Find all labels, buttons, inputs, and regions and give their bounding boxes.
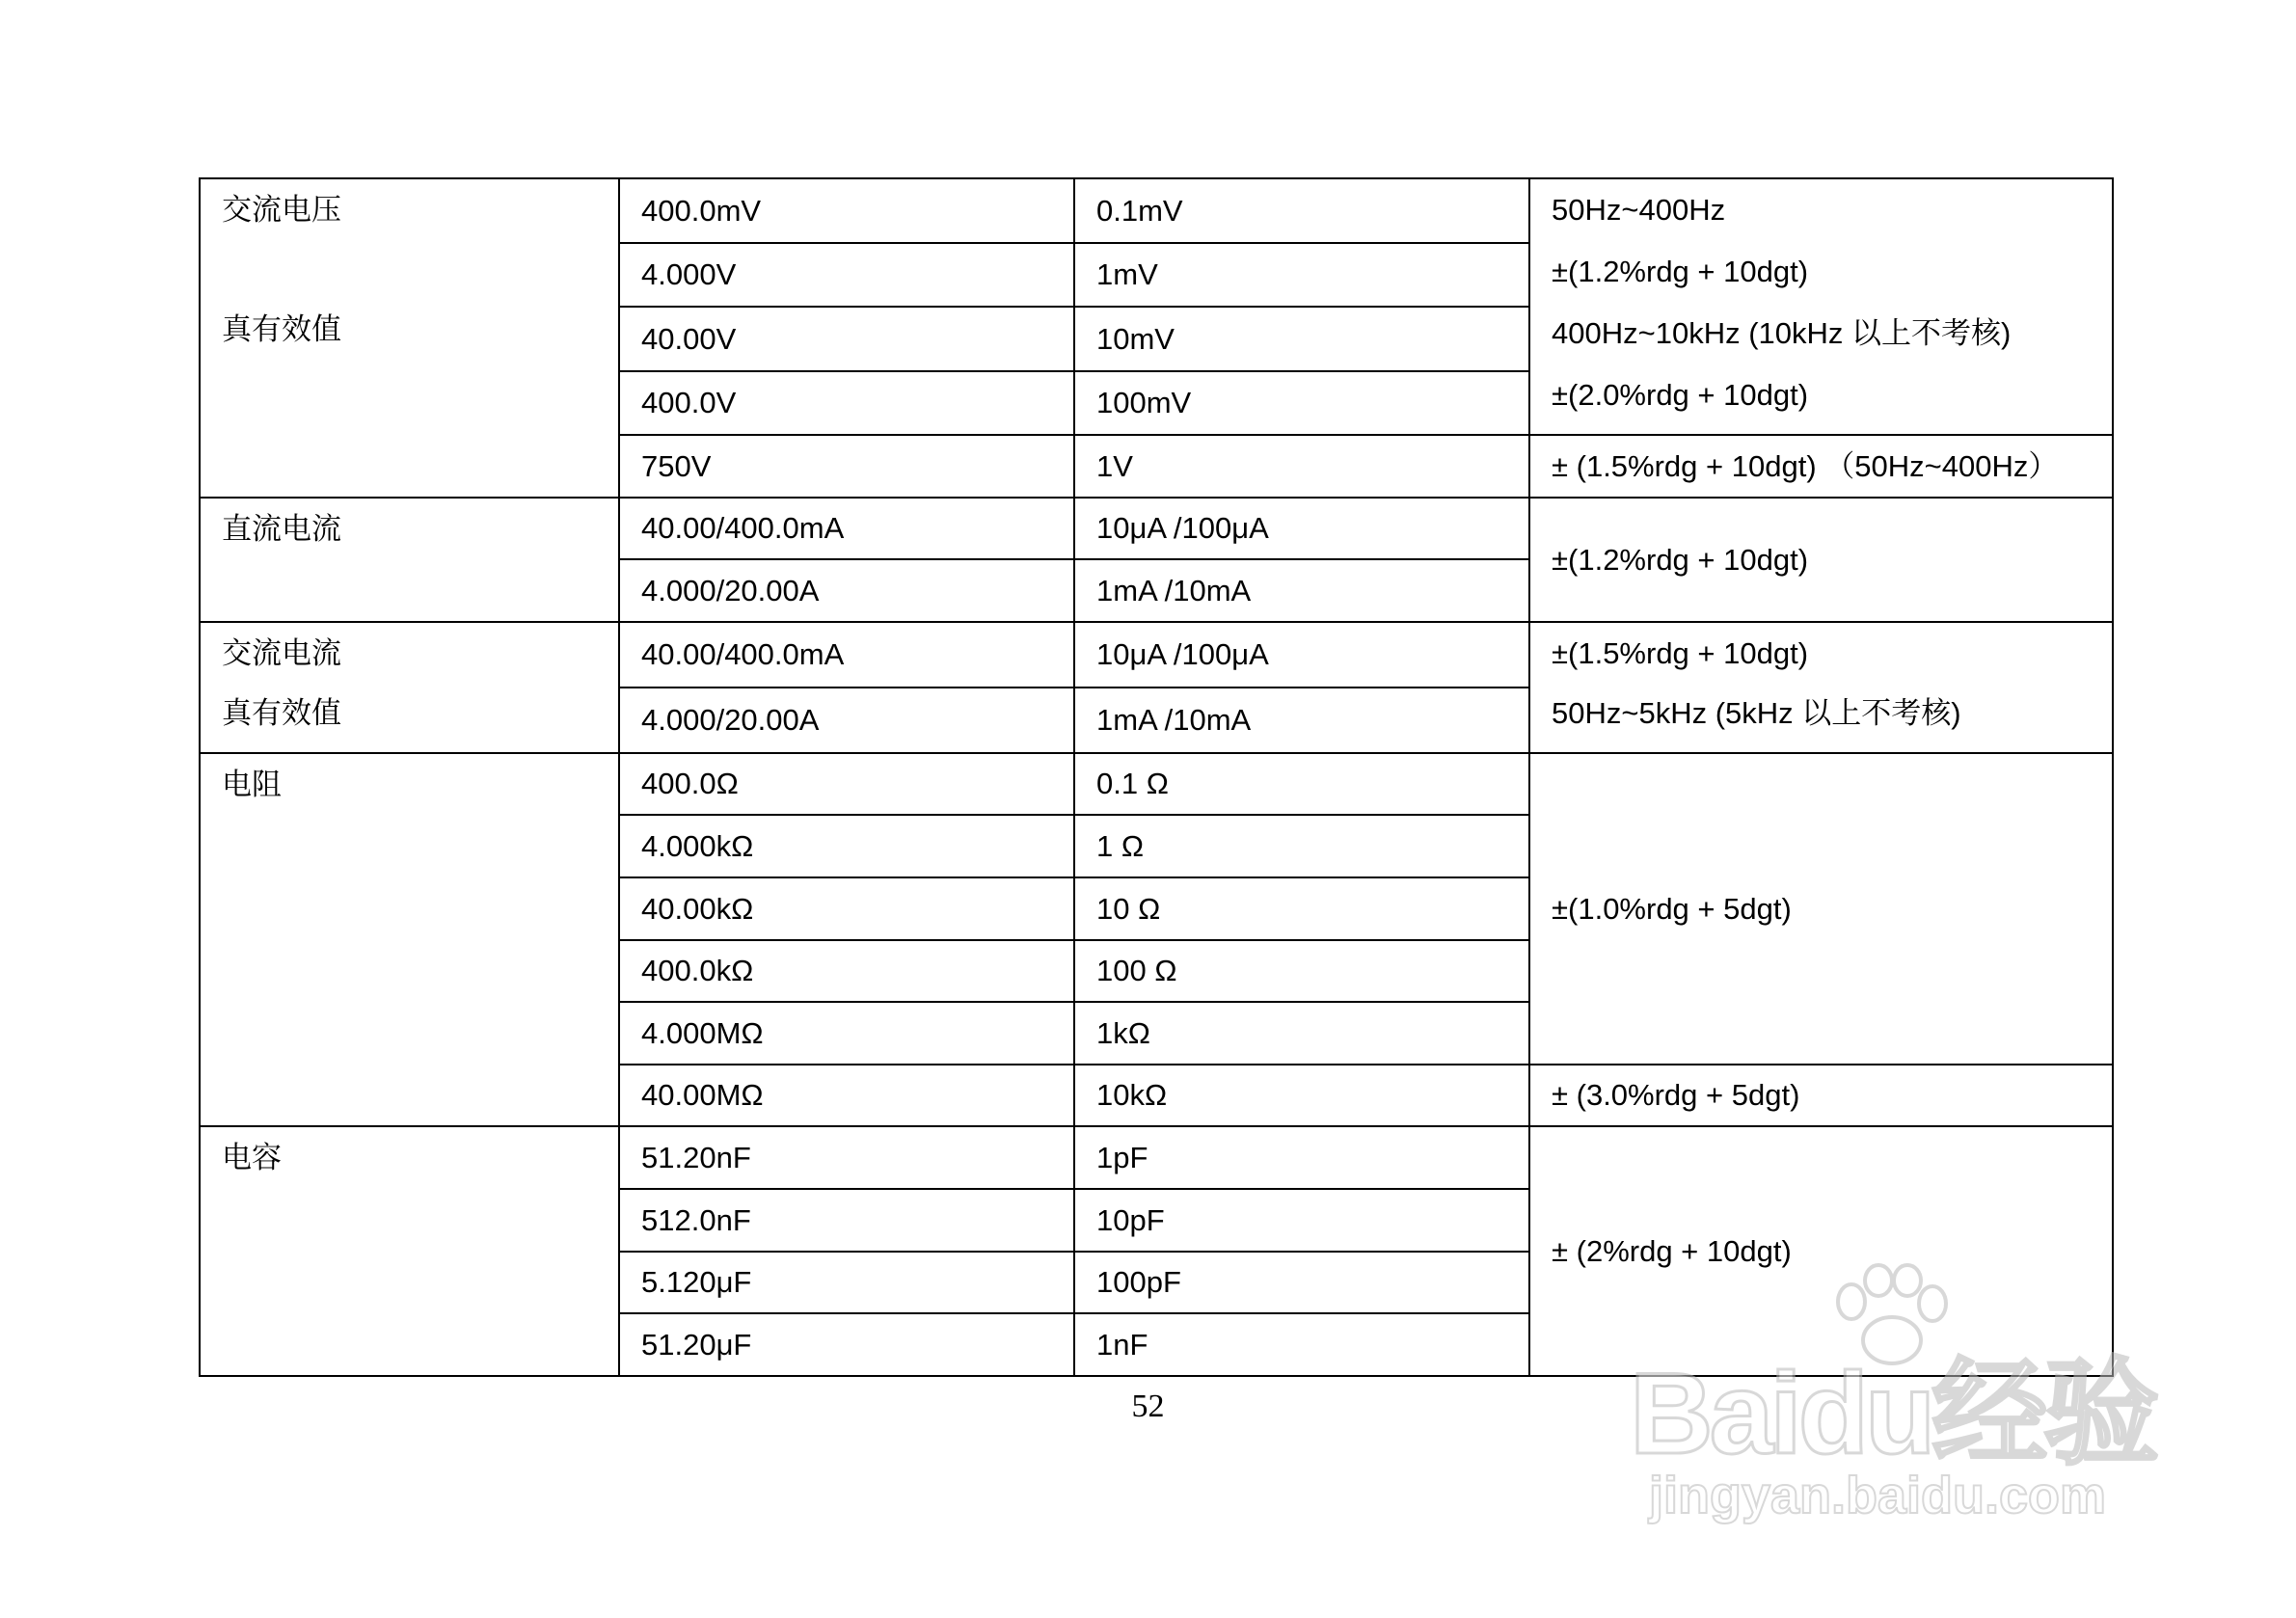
range-cell: 400.0mV — [619, 178, 1074, 243]
range-cell: 400.0V — [619, 371, 1074, 436]
range-cell: 4.000kΩ — [619, 815, 1074, 877]
resolution-cell: 1 Ω — [1074, 815, 1529, 877]
range-cell: 40.00V — [619, 307, 1074, 371]
range-cell: 40.00/400.0mA — [619, 622, 1074, 688]
accuracy-cell: ± (1.5%rdg + 10dgt) （50Hz~400Hz） — [1529, 435, 2113, 498]
resolution-cell: 100mV — [1074, 371, 1529, 436]
resolution-cell: 10mV — [1074, 307, 1529, 371]
range-cell: 750V — [619, 435, 1074, 498]
table-row — [200, 1126, 2113, 1189]
function-cell-capacitance: 电容 — [200, 1126, 619, 1375]
resolution-cell: 1pF — [1074, 1126, 1529, 1189]
range-cell: 4.000/20.00A — [619, 559, 1074, 622]
accuracy-cell-resistance: ±(1.0%rdg + 5dgt) — [1529, 753, 2113, 1065]
function-cell-dc-current: 直流电流 — [200, 498, 619, 622]
resolution-cell: 0.1mV — [1074, 178, 1529, 243]
resolution-cell: 1mV — [1074, 243, 1529, 308]
spec-table — [199, 177, 2114, 1377]
resolution-cell: 1kΩ — [1074, 1002, 1529, 1065]
table-row — [200, 178, 2113, 243]
range-cell: 5.120μF — [619, 1252, 1074, 1314]
resolution-cell: 1nF — [1074, 1313, 1529, 1376]
range-cell: 400.0Ω — [619, 753, 1074, 816]
accuracy-cell-ac-current: ±(1.5%rdg + 10dgt) 50Hz~5kHz (5kHz 以上不考核) — [1529, 622, 2113, 753]
page-number: 52 — [1131, 1389, 1165, 1424]
range-cell: 4.000/20.00A — [619, 688, 1074, 753]
range-cell: 40.00/400.0mA — [619, 498, 1074, 560]
range-cell: 512.0nF — [619, 1189, 1074, 1252]
accuracy-cell-ac-voltage: 50Hz~400Hz ±(1.2%rdg + 10dgt) 400Hz~10kHz (10kHz 以上不考核) ±(2.0%rdg + 10dgt) — [1529, 178, 2113, 435]
range-cell: 51.20μF — [619, 1313, 1074, 1376]
accuracy-cell-capacitance: ± (2%rdg + 10dgt) — [1529, 1126, 2113, 1375]
resolution-cell: 0.1 Ω — [1074, 753, 1529, 816]
resolution-cell: 100 Ω — [1074, 940, 1529, 1003]
function-cell-ac-current: 交流电流 真有效值 — [200, 622, 619, 753]
range-cell: 40.00kΩ — [619, 877, 1074, 940]
range-cell: 4.000V — [619, 243, 1074, 308]
table-row — [200, 753, 2113, 816]
watermark-brand: Baidu经验 — [1630, 1349, 2156, 1478]
resolution-cell: 10kΩ — [1074, 1065, 1529, 1127]
resolution-cell: 1mA /10mA — [1074, 559, 1529, 622]
resolution-cell: 10μA /100μA — [1074, 622, 1529, 688]
resolution-cell: 1mA /10mA — [1074, 688, 1529, 753]
range-cell: 40.00MΩ — [619, 1065, 1074, 1127]
range-cell: 4.000MΩ — [619, 1002, 1074, 1065]
resolution-cell: 10 Ω — [1074, 877, 1529, 940]
table-row — [200, 498, 2113, 560]
range-cell: 400.0kΩ — [619, 940, 1074, 1003]
watermark — [1630, 1273, 2170, 1543]
accuracy-cell-dc-current: ±(1.2%rdg + 10dgt) — [1529, 498, 2113, 622]
function-cell-resistance: 电阻 — [200, 753, 619, 1127]
table-row — [200, 622, 2113, 688]
resolution-cell: 1V — [1074, 435, 1529, 498]
accuracy-cell: ± (3.0%rdg + 5dgt) — [1529, 1065, 2113, 1127]
resolution-cell: 10μA /100μA — [1074, 498, 1529, 560]
range-cell: 51.20nF — [619, 1126, 1074, 1189]
resolution-cell: 10pF — [1074, 1189, 1529, 1252]
resolution-cell: 100pF — [1074, 1252, 1529, 1314]
watermark-url: jingyan.baidu.com — [1649, 1467, 2107, 1524]
function-cell-ac-voltage: 交流电压 真有效值 — [200, 178, 619, 498]
